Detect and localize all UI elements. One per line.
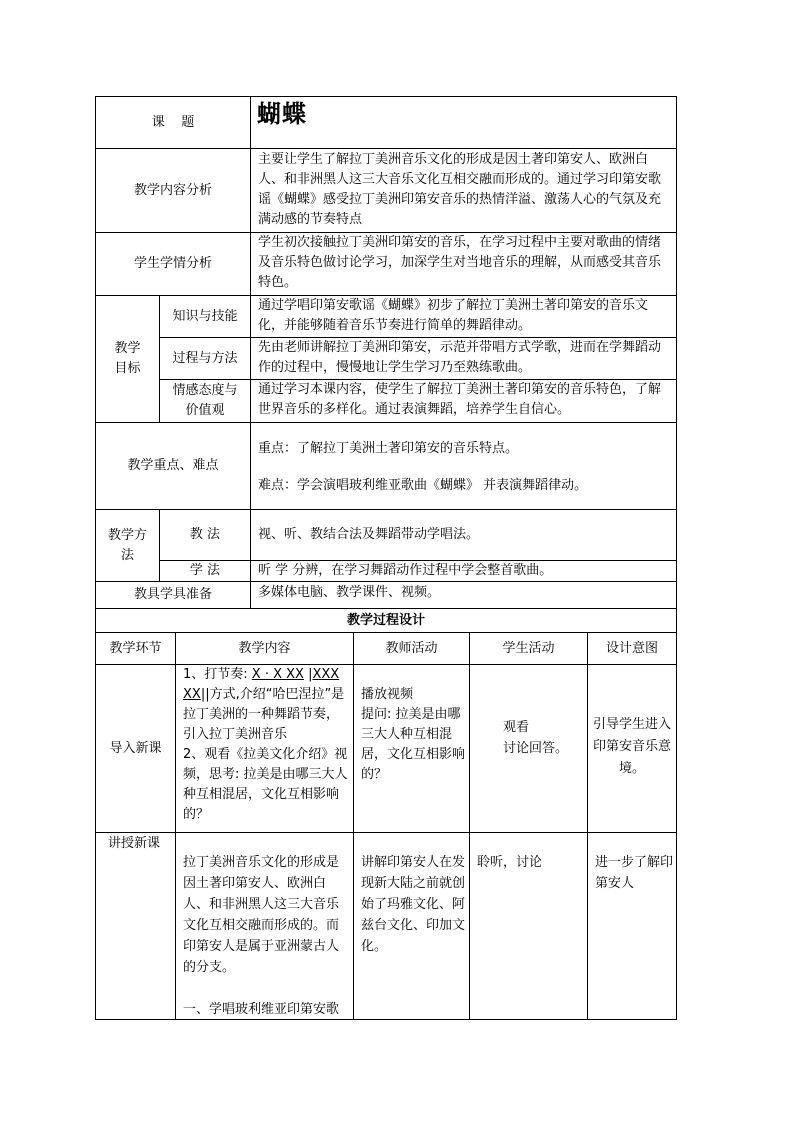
new-student-activity: 聆听，讨论 (477, 855, 543, 870)
new-content: 拉丁美洲音乐文化的形成是因土著印第安人、欧洲白人、和非洲黑人这三大音乐文化互相交融而形成的。而印第安人是属于亚洲蒙古人的分支。 一、学唱玻利维亚印第安歌 (183, 855, 340, 1017)
learn-method-label: 学 法 (189, 563, 221, 578)
intro-teacher-activity: 播放视频 提问: 拉美是由哪三大人种互相混居，文化互相影响的？ (361, 687, 466, 782)
row-divider (95, 832, 677, 833)
topic-title: 蝴蝶 (257, 100, 307, 128)
intro-intent: 引导学生进入印第安音乐意境。 (592, 717, 671, 776)
column-header-content: 教学内容 (238, 640, 291, 656)
table-row-stage-intro: 导入新课 (109, 740, 162, 756)
difficult-point-text: 难点：学会演唱玻利维亚歌曲《蝴蝶》 并表演舞蹈律动。 (258, 478, 588, 493)
key-point-text: 重点：了解拉丁美洲土著印第安的音乐特点。 (258, 441, 519, 456)
goals-label: 教学目标 (114, 341, 141, 376)
table-row-stage-new: 讲授新课 (108, 836, 161, 851)
tools-label: 教具学具准备 (133, 587, 212, 602)
goal-text-emotion: 通过学习本课内容，使学生了解拉丁美洲土著印第安的音乐特色，了解世界音乐的多样化。通过表演舞蹈，培养学生自信心。 (258, 382, 662, 417)
table-border-right (676, 96, 677, 1020)
column-header-stage: 教学环节 (109, 640, 162, 656)
intro-student-activity: 观看 讨论回答。 (503, 720, 569, 756)
topic-value (251, 100, 676, 144)
student-analysis-label: 学生学情分析 (133, 256, 212, 271)
teach-method-text: 视、听、教结合法及舞蹈带动学唱法。 (258, 527, 480, 542)
methods-label: 教学方法 (107, 527, 147, 563)
teach-method-label: 教 法 (189, 527, 221, 542)
content-analysis-label: 教学内容分析 (133, 182, 212, 198)
goal-label-emotion: 情感态度与价值观 (172, 383, 238, 418)
intro-content: 1、打节奏: X · X XX |XXX XX||方式,介绍“哈巴涅拉”是拉丁美洲的一种舞蹈节奏，引入拉丁美洲音乐 2、观看《拉美文化介绍》视频，思考: 拉美是由哪三大人种互相混居，文化互相影响的？ (183, 667, 348, 822)
new-intent: 进一步了解印第安人 (595, 855, 674, 891)
student-analysis-text: 学生初次接触拉丁美洲印第安的音乐，在学习过程中主要对歌曲的情绪及音乐特色做讨论学习，加深学生对当地音乐的理解，从而感受其音乐特色。 (258, 235, 662, 290)
rhythm-pattern-2: XXX XX (183, 667, 340, 702)
goal-text-process: 先由老师讲解拉丁美洲印第安，示范并带唱方式学歌，进而在学舞蹈动作的过程中，慢慢地让学生学习乃至熟练歌曲。 (258, 340, 662, 375)
topic-label (96, 97, 250, 148)
tools-text: 多媒体电脑、教学课件、视频。 (258, 585, 441, 600)
col-divider (587, 632, 588, 1020)
content-analysis-text: 主要让学生了解拉丁美洲音乐文化的形成是因土著印第安人、欧洲白人、和非洲黑人这三大音乐文化互相交融而形成的。通过学习印第安歌谣《蝴蝶》感受拉丁美洲印第安音乐的热情洋溢、激荡人心的气氛及充满动感的节奏特点 (258, 152, 662, 227)
goal-text-knowledge: 通过学唱印第安歌谣《蝴蝶》初步了解拉丁美洲土著印第安的音乐文化，并能够随着音乐节奏进行简单的舞蹈律动。 (258, 298, 649, 333)
goal-label-knowledge: 知识与技能 (172, 308, 238, 324)
goal-label-process: 过程与方法 (172, 350, 238, 366)
column-header-intent: 设计意图 (605, 640, 658, 656)
column-header-teacher: 教师活动 (385, 640, 438, 656)
key-points-label: 教学重点、难点 (127, 458, 219, 473)
column-header-student: 学生活动 (502, 640, 555, 656)
rhythm-pattern-1: X · X XX (251, 667, 304, 682)
topic-label-text: 课 题 (151, 114, 195, 130)
learn-method-text: 听 学 分辨，在学习舞蹈动作过程中学会整首歌曲。 (258, 563, 553, 578)
col-divider (469, 632, 470, 1020)
process-title: 教学过程设计 (346, 612, 425, 628)
new-teacher-activity: 讲解印第安人在发现新大陆之前就创始了玛雅文化、阿兹台文化、印加文化。 (361, 855, 466, 954)
